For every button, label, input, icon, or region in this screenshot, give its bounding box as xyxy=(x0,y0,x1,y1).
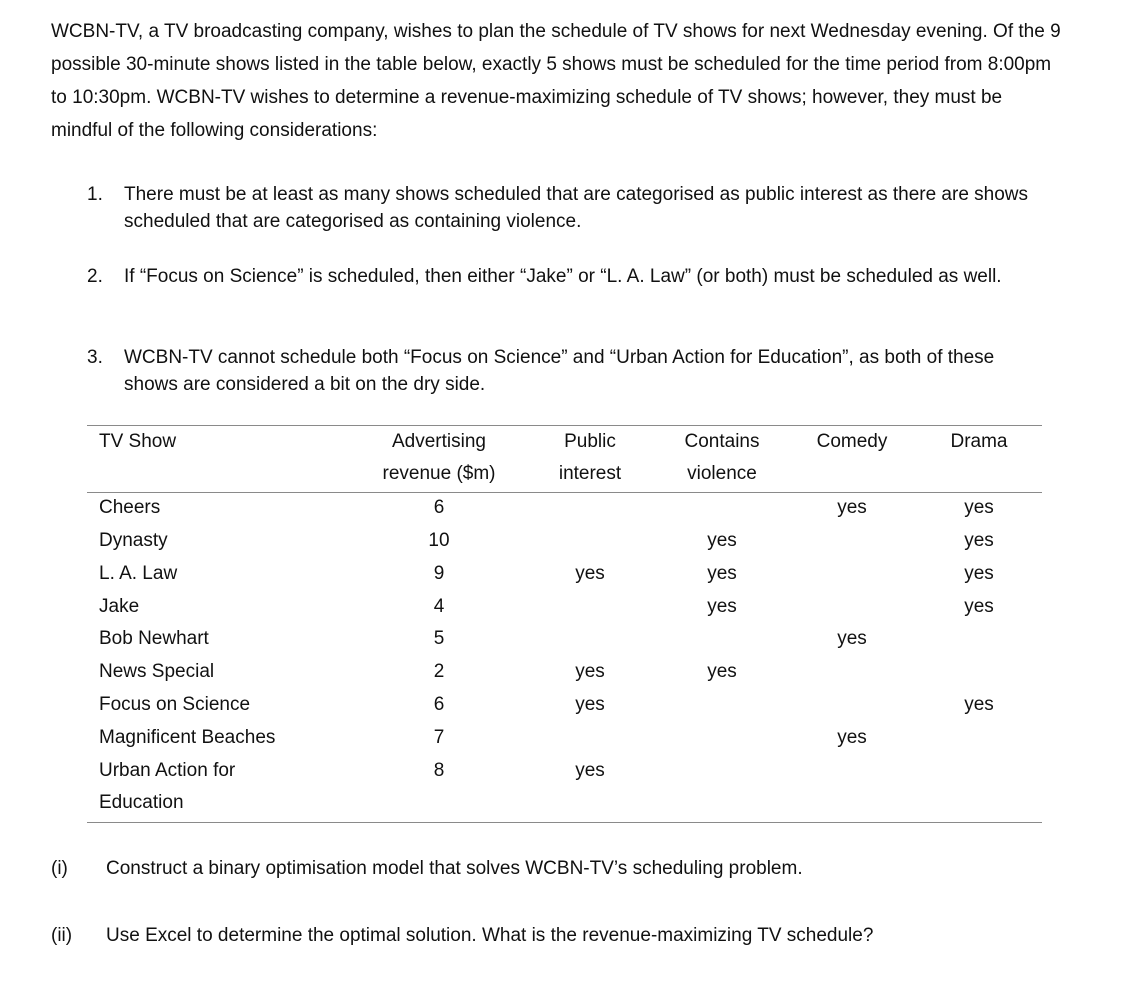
header-violence-line2: violence xyxy=(687,463,757,484)
cell-violence: yes xyxy=(707,530,737,551)
header-contains-violence xyxy=(685,426,760,490)
cell-show: Focus on Science xyxy=(99,694,251,715)
header-comedy: Comedy xyxy=(816,431,888,452)
cell-show-continuation: Education xyxy=(99,792,184,813)
cell-show: News Special xyxy=(99,661,215,682)
cell-comedy: yes xyxy=(837,497,867,518)
cell-violence: yes xyxy=(707,596,737,617)
table-row xyxy=(0,525,1128,558)
header-tv-show: TV Show xyxy=(99,431,177,452)
cell-revenue: 10 xyxy=(428,530,450,551)
table-row xyxy=(0,558,1128,591)
cell-public: yes xyxy=(575,661,605,682)
table-row xyxy=(0,591,1128,624)
cell-show: Bob Newhart xyxy=(99,628,209,649)
condition-number: 2. xyxy=(87,266,103,287)
header-violence-line1: Contains xyxy=(684,431,760,452)
condition-2 xyxy=(87,263,1047,290)
cell-drama: yes xyxy=(964,497,994,518)
cell-drama: yes xyxy=(964,596,994,617)
question-text: Construct a binary optimisation model that solves WCBN-TV’s scheduling problem. xyxy=(106,858,803,879)
table-row xyxy=(0,755,1128,788)
condition-text: There must be at least as many shows scheduled that are categorised as public interest as there are shows scheduled that are categorised as containing violence. xyxy=(124,184,1029,232)
header-drama: Drama xyxy=(950,431,1008,452)
question-label: (ii) xyxy=(51,925,73,946)
cell-drama: yes xyxy=(964,530,994,551)
question-label: (i) xyxy=(51,858,68,879)
cell-violence: yes xyxy=(707,661,737,682)
cell-show: Cheers xyxy=(99,497,161,518)
cell-revenue: 6 xyxy=(433,694,445,715)
condition-text: WCBN-TV cannot schedule both “Focus on Science” and “Urban Action for Education”, as both of these shows are considered a bit on the dry side. xyxy=(124,347,995,395)
cell-revenue: 4 xyxy=(433,596,445,617)
cell-revenue: 6 xyxy=(433,497,445,518)
cell-revenue: 8 xyxy=(433,760,445,781)
cell-drama: yes xyxy=(964,694,994,715)
header-public-interest xyxy=(559,426,621,490)
cell-revenue: 5 xyxy=(433,628,445,649)
header-public-line2: interest xyxy=(558,463,622,484)
condition-text: If “Focus on Science” is scheduled, then either “Jake” or “L. A. Law” (or both) must be scheduled as well. xyxy=(124,266,1002,287)
header-revenue-line2: revenue ($m) xyxy=(382,463,496,484)
table-bottom-rule xyxy=(87,822,1042,823)
table-row xyxy=(0,623,1128,656)
cell-revenue: 2 xyxy=(433,661,445,682)
cell-show: Jake xyxy=(99,596,140,617)
table-row xyxy=(0,722,1128,755)
cell-show: L. A. Law xyxy=(99,563,178,584)
problem-intro: WCBN-TV, a TV broadcasting company, wishes to plan the schedule of TV shows for next Wednesday evening. Of the 9 possible 30-minute shows listed in the table below, exactly 5 shows must be scheduled for the time period from 8:00pm to 10:30pm. WCBN-TV wishes to determine a revenue-maximizing schedule of TV shows; however, they must be mindful of the following considerations: xyxy=(51,21,1061,141)
condition-1 xyxy=(87,181,1047,235)
header-revenue xyxy=(383,426,496,490)
condition-number: 3. xyxy=(87,347,103,368)
header-public-line1: Public xyxy=(564,431,616,452)
cell-show: Magnificent Beaches xyxy=(99,727,276,748)
table-row xyxy=(0,492,1128,525)
condition-3 xyxy=(87,344,1047,398)
table-row xyxy=(0,689,1128,722)
cell-show: Urban Action for xyxy=(99,760,236,781)
cell-public: yes xyxy=(575,694,605,715)
cell-violence: yes xyxy=(707,563,737,584)
question-text: Use Excel to determine the optimal solution. What is the revenue-maximizing TV schedule? xyxy=(106,925,874,946)
question-2 xyxy=(51,921,1051,951)
cell-public: yes xyxy=(575,563,605,584)
table-row xyxy=(0,656,1128,689)
condition-number: 1. xyxy=(87,184,103,205)
cell-revenue: 9 xyxy=(433,563,445,584)
question-1 xyxy=(51,854,1051,884)
table-row-continuation xyxy=(0,787,1128,820)
cell-revenue: 7 xyxy=(433,727,445,748)
cell-comedy: yes xyxy=(837,727,867,748)
cell-show: Dynasty xyxy=(99,530,168,551)
cell-public: yes xyxy=(575,760,605,781)
cell-comedy: yes xyxy=(837,628,867,649)
cell-drama: yes xyxy=(964,563,994,584)
header-revenue-line1: Advertising xyxy=(392,431,486,452)
